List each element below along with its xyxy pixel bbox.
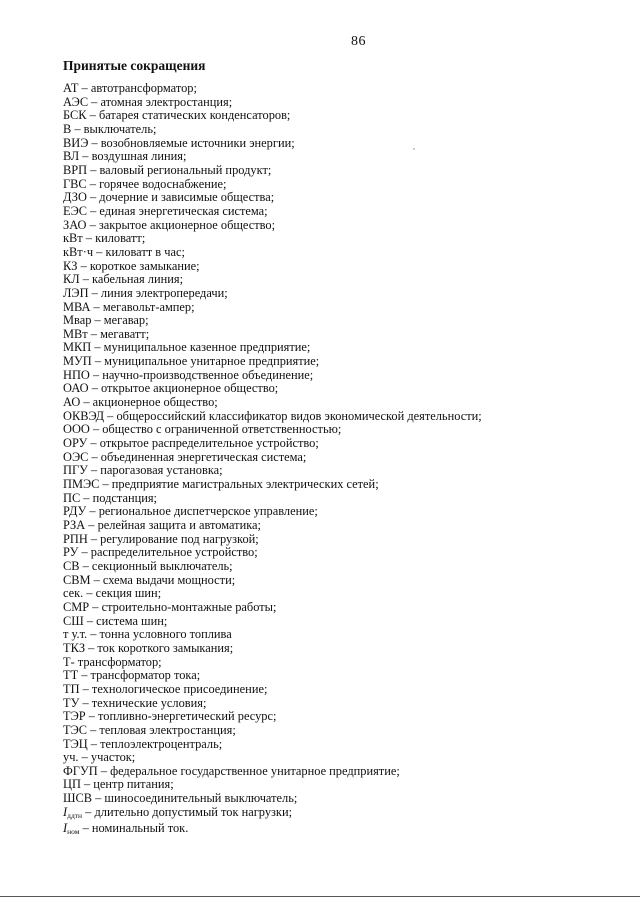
section-title: Принятые сокращения: [63, 58, 206, 73]
list-item: РДУ – региональное диспетчерское управление;: [63, 504, 318, 519]
list-item: т у.т. – тонна условного топлива: [63, 627, 232, 642]
list-item: ВИЭ – возобновляемые источники энергии;: [63, 135, 295, 150]
list-item: АЭС – атомная электростанция;: [63, 94, 233, 109]
list-item: Мвар – мегавар;: [63, 313, 149, 328]
list-item: ОКВЭД – общероссийский классификатор видов экономической деятельности;: [63, 408, 482, 423]
list-item: ПГУ – парогазовая установка;: [63, 463, 223, 478]
list-item: ПМЭС – предприятие магистральных электрических сетей;: [63, 477, 379, 492]
list-item: ОАО – открытое акционерное общество;: [63, 381, 279, 396]
list-item: сек. – секция шин;: [63, 586, 162, 601]
list-item: АО – акционерное общество;: [63, 395, 218, 410]
abbreviation-list: [63, 82, 633, 839]
list-item: ТКЗ – ток короткого замыкания;: [63, 640, 234, 655]
list-item: уч. – участок;: [63, 750, 136, 765]
list-item: кВт·ч – киловатт в час;: [63, 244, 185, 259]
bottom-rule: [0, 896, 640, 897]
list-item: ВЛ – воздушная линия;: [63, 149, 187, 164]
current-subscript: ном: [67, 827, 80, 837]
list-item: АТ – автотрансформатор;: [63, 81, 197, 95]
list-item: ГВС – горячее водоснабжение;: [63, 176, 227, 191]
current-subscript: ддтн: [67, 810, 83, 820]
list-item: ВРП – валовый региональный продукт;: [63, 162, 272, 177]
list-item: БСК – батарея статических конденсаторов;: [63, 108, 291, 123]
list-item: СМР – строительно-монтажные работы;: [63, 599, 277, 614]
list-item: ДЗО – дочерние и зависимые общества;: [63, 190, 275, 205]
list-item: НПО – научно-производственное объединение;: [63, 367, 314, 382]
list-item: кВт – киловатт;: [63, 231, 146, 246]
list-item: МУП – муниципальное унитарное предприятие;: [63, 354, 320, 369]
list-item: МВА – мегавольт-ампер;: [63, 299, 195, 314]
list-item: ТЭР – топливно-энергетический ресурс;: [63, 709, 277, 724]
list-item: МКП – муниципальное казенное предприятие;: [63, 340, 311, 355]
page-number: 86: [351, 34, 366, 49]
current-description: – длительно допустимый ток нагрузки;: [82, 804, 293, 819]
list-item: ТУ – технические условия;: [63, 695, 207, 710]
list-item: В – выключатель;: [63, 121, 157, 136]
list-item: ЗАО – закрытое акционерное общество;: [63, 217, 276, 232]
list-item: СВМ – схема выдачи мощности;: [63, 572, 236, 587]
list-item-current-nominal: [63, 822, 633, 839]
list-item: ООО – общество с ограниченной ответственностью;: [63, 422, 342, 437]
list-item: ОРУ – открытое распределительное устройство;: [63, 436, 319, 451]
list-item: ШСВ – шиносоединительный выключатель;: [63, 791, 298, 806]
list-item: ТЭС – тепловая электростанция;: [63, 722, 236, 737]
list-item: РУ – распределительное устройство;: [63, 545, 258, 560]
list-item: ТП – технологическое присоединение;: [63, 681, 268, 696]
list-item: МВт – мегаватт;: [63, 326, 150, 341]
list-item: СШ – система шин;: [63, 613, 168, 628]
list-item: Т- трансформатор;: [63, 654, 162, 669]
list-item: КЛ – кабельная линия;: [63, 272, 184, 287]
current-symbol: I: [63, 804, 68, 819]
list-item: СВ – секционный выключатель;: [63, 558, 233, 573]
list-item: ЦП – центр питания;: [63, 777, 174, 792]
list-item: РЗА – релейная защита и автоматика;: [63, 518, 261, 532]
list-item: КЗ – короткое замыкание;: [63, 258, 200, 273]
list-item-current-long: [63, 806, 633, 823]
current-symbol: I: [63, 821, 68, 836]
list-item: ТТ – трансформатор тока;: [63, 668, 201, 683]
current-description: – номинальный ток.: [79, 821, 189, 836]
list-item: РПН – регулирование под нагрузкой;: [63, 531, 259, 546]
list-item: ЛЭП – линия электропередачи;: [63, 285, 228, 300]
list-item: ЕЭС – единая энергетическая система;: [63, 203, 268, 218]
list-item: ПС – подстанция;: [63, 490, 157, 505]
list-item: ТЭЦ – теплоэлектроцентраль;: [63, 736, 223, 751]
list-item: ФГУП – федеральное государственное унитарное предприятие;: [63, 763, 400, 778]
scan-speck: [413, 148, 415, 150]
list-item: ОЭС – объединенная энергетическая система;: [63, 449, 307, 464]
